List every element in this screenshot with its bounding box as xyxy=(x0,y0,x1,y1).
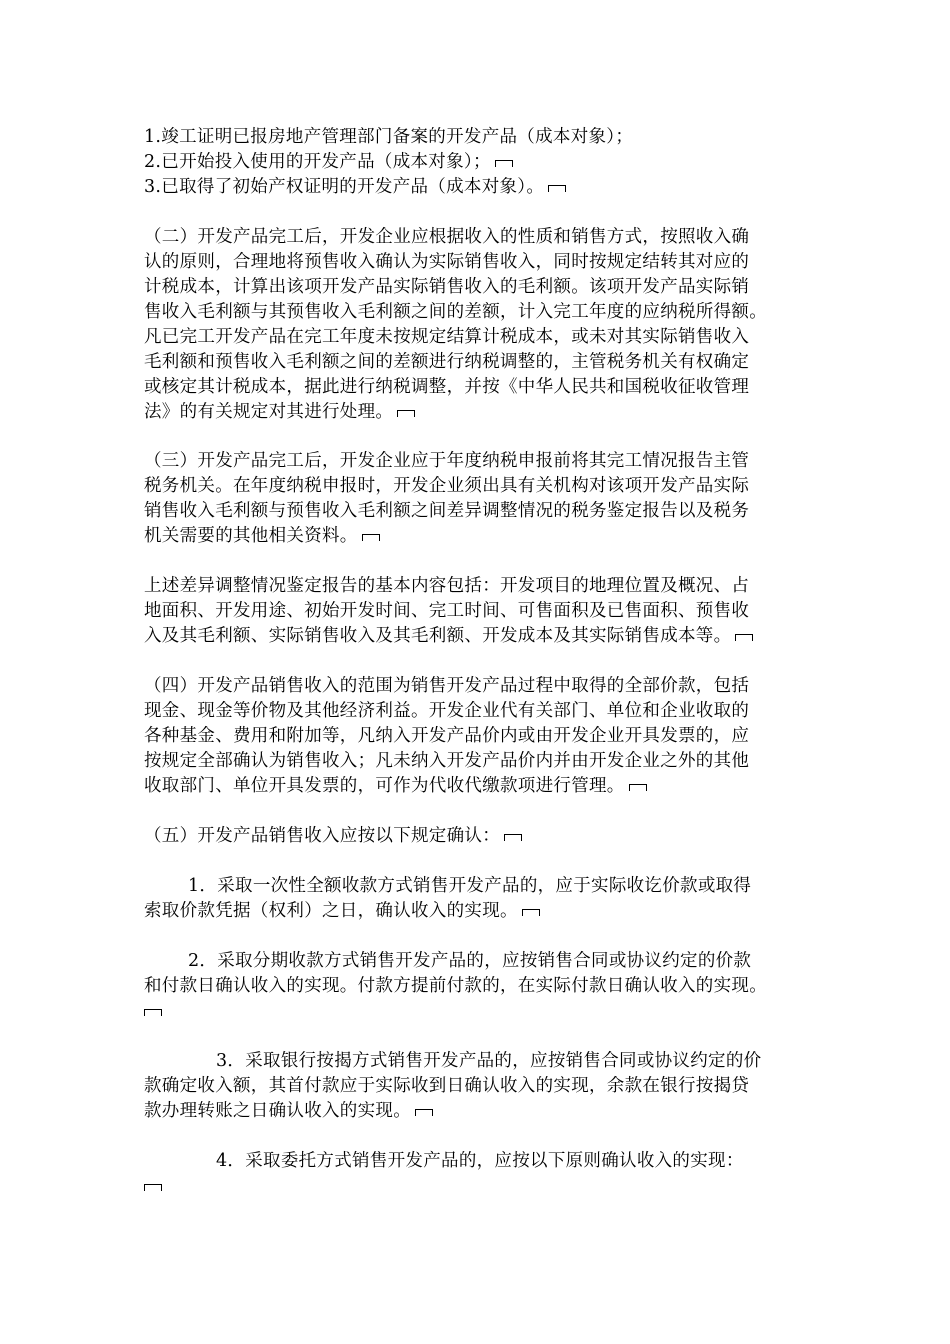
item-3 xyxy=(144,1049,812,1124)
paragraph-mark-icon xyxy=(495,160,513,167)
paragraph-line xyxy=(144,250,812,275)
text: 收取部门、单位开具发票的，可作为代收代缴款项进行管理。 xyxy=(144,776,625,796)
list-block-a xyxy=(144,125,812,200)
item-4 xyxy=(144,1149,812,1199)
paragraph-line xyxy=(144,275,812,300)
paragraph-line xyxy=(144,624,812,649)
text: 销售收入毛利额与预售收入毛利额之间差异调整情况的税务鉴定报告以及税务 xyxy=(144,501,750,521)
text: 上述差异调整情况鉴定报告的基本内容包括：开发项目的地理位置及概况、占 xyxy=(144,576,750,596)
text: 现金、现金等价物及其他经济利益。开发企业代有关部门、单位和企业收取的 xyxy=(144,701,750,721)
paragraph-line xyxy=(144,524,812,549)
paragraph-line xyxy=(144,949,812,974)
paragraph-line xyxy=(144,1174,812,1199)
text: 3．采取银行按揭方式销售开发产品的，应按销售合同或协议约定的价 xyxy=(216,1051,762,1071)
paragraph-line xyxy=(144,1149,812,1174)
text: 3.已取得了初始产权证明的开发产品（成本对象）。 xyxy=(144,177,545,197)
text: 1．采取一次性全额收款方式销售开发产品的，应于实际收讫价款或取得 xyxy=(188,876,752,896)
text: 售收入毛利额与其预售收入毛利额之间的差额，计入完工年度的应纳税所得额。 xyxy=(144,302,767,322)
paragraph-mark-icon xyxy=(735,634,753,641)
paragraph-mark-icon xyxy=(144,1009,162,1016)
text: 法》的有关规定对其进行处理。 xyxy=(144,402,394,422)
text: 和付款日确认收入的实现。付款方提前付款的，在实际付款日确认收入的实现。 xyxy=(144,976,767,996)
text: 机关需要的其他相关资料。 xyxy=(144,526,358,546)
paragraph-line xyxy=(144,325,812,350)
paragraph-line xyxy=(144,974,812,999)
paragraph-mark-icon xyxy=(629,784,647,791)
text: 款确定收入额，其首付款应于实际收到日确认收入的实现，余款在银行按揭贷 xyxy=(144,1076,750,1096)
text: 按规定全部确认为销售收入；凡未纳入开发产品价内并由开发企业之外的其他 xyxy=(144,751,750,771)
paragraph-3 xyxy=(144,449,812,549)
text: 入及其毛利额、实际销售收入及其毛利额、开发成本及其实际销售成本等。 xyxy=(144,626,732,646)
paragraph-line xyxy=(144,899,812,924)
text: 或核定其计税成本，据此进行纳税调整，并按《中华人民共和国税收征收管理 xyxy=(144,377,750,397)
paragraph-mark-icon xyxy=(522,909,540,916)
paragraph-mark-icon xyxy=(415,1109,433,1116)
paragraph-line xyxy=(144,874,812,899)
text: 计税成本，计算出该项开发产品实际销售收入的毛利额。该项开发产品实际销 xyxy=(144,277,750,297)
paragraph-line xyxy=(144,449,812,474)
paragraph-line xyxy=(144,350,812,375)
text: （五）开发产品销售收入应按以下规定确认： xyxy=(144,826,500,846)
text: 2.已开始投入使用的开发产品（成本对象）； xyxy=(144,152,491,172)
paragraph-mark-icon xyxy=(504,834,522,841)
paragraph-mark-icon xyxy=(397,410,415,417)
text: （二）开发产品完工后，开发企业应根据收入的性质和销售方式，按照收入确 xyxy=(144,227,750,247)
paragraph-line xyxy=(144,400,812,425)
paragraph-line xyxy=(144,774,812,799)
paragraph-report xyxy=(144,574,812,649)
paragraph-2 xyxy=(144,225,812,425)
text: 毛利额和预售收入毛利额之间的差额进行纳税调整的，主管税务机关有权确定 xyxy=(144,352,750,372)
text: 款办理转账之日确认收入的实现。 xyxy=(144,1101,411,1121)
paragraph-line xyxy=(144,1074,812,1099)
text: 各种基金、费用和附加等，凡纳入开发产品价内或由开发企业开具发票的，应 xyxy=(144,726,750,746)
paragraph-5-heading xyxy=(144,824,812,849)
paragraph-line xyxy=(144,1049,812,1074)
item-2 xyxy=(144,949,812,1024)
text: （四）开发产品销售收入的范围为销售开发产品过程中取得的全部价款，包括 xyxy=(144,676,750,696)
paragraph-mark-icon xyxy=(548,185,566,192)
text: 凡已完工开发产品在完工年度未按规定结算计税成本，或未对其实际销售收入 xyxy=(144,327,750,347)
paragraph-line xyxy=(144,499,812,524)
paragraph-line xyxy=(144,225,812,250)
text: 2．采取分期收款方式销售开发产品的，应按销售合同或协议约定的价款 xyxy=(188,951,752,971)
text: 1.竣工证明已报房地产管理部门备案的开发产品（成本对象）； xyxy=(144,127,634,147)
text: 4．采取委托方式销售开发产品的，应按以下原则确认收入的实现： xyxy=(216,1151,744,1171)
paragraph-line xyxy=(144,300,812,325)
paragraph-line xyxy=(144,599,812,624)
paragraph-line xyxy=(144,574,812,599)
text: 税务机关。在年度纳税申报时，开发企业须出具有关机构对该项开发产品实际 xyxy=(144,476,750,496)
paragraph-line xyxy=(144,375,812,400)
text: （三）开发产品完工后，开发企业应于年度纳税申报前将其完工情况报告主管 xyxy=(144,451,750,471)
paragraph-line xyxy=(144,724,812,749)
paragraph-line xyxy=(144,999,812,1024)
paragraph-line xyxy=(144,1099,812,1124)
paragraph-line xyxy=(144,674,812,699)
text: 索取价款凭据（权利）之日，确认收入的实现。 xyxy=(144,901,518,921)
item-1 xyxy=(144,874,812,924)
paragraph-mark-icon xyxy=(144,1184,162,1191)
paragraph-line xyxy=(144,824,812,849)
paragraph-4 xyxy=(144,674,812,799)
paragraph-line xyxy=(144,699,812,724)
list-item xyxy=(144,125,812,150)
paragraph-line xyxy=(144,749,812,774)
list-item xyxy=(144,150,812,175)
text: 地面积、开发用途、初始开发时间、完工时间、可售面积及已售面积、预售收 xyxy=(144,601,750,621)
text: 认的原则，合理地将预售收入确认为实际销售收入，同时按规定结转其对应的 xyxy=(144,252,750,272)
paragraph-line xyxy=(144,474,812,499)
paragraph-mark-icon xyxy=(362,534,380,541)
list-item xyxy=(144,175,812,200)
